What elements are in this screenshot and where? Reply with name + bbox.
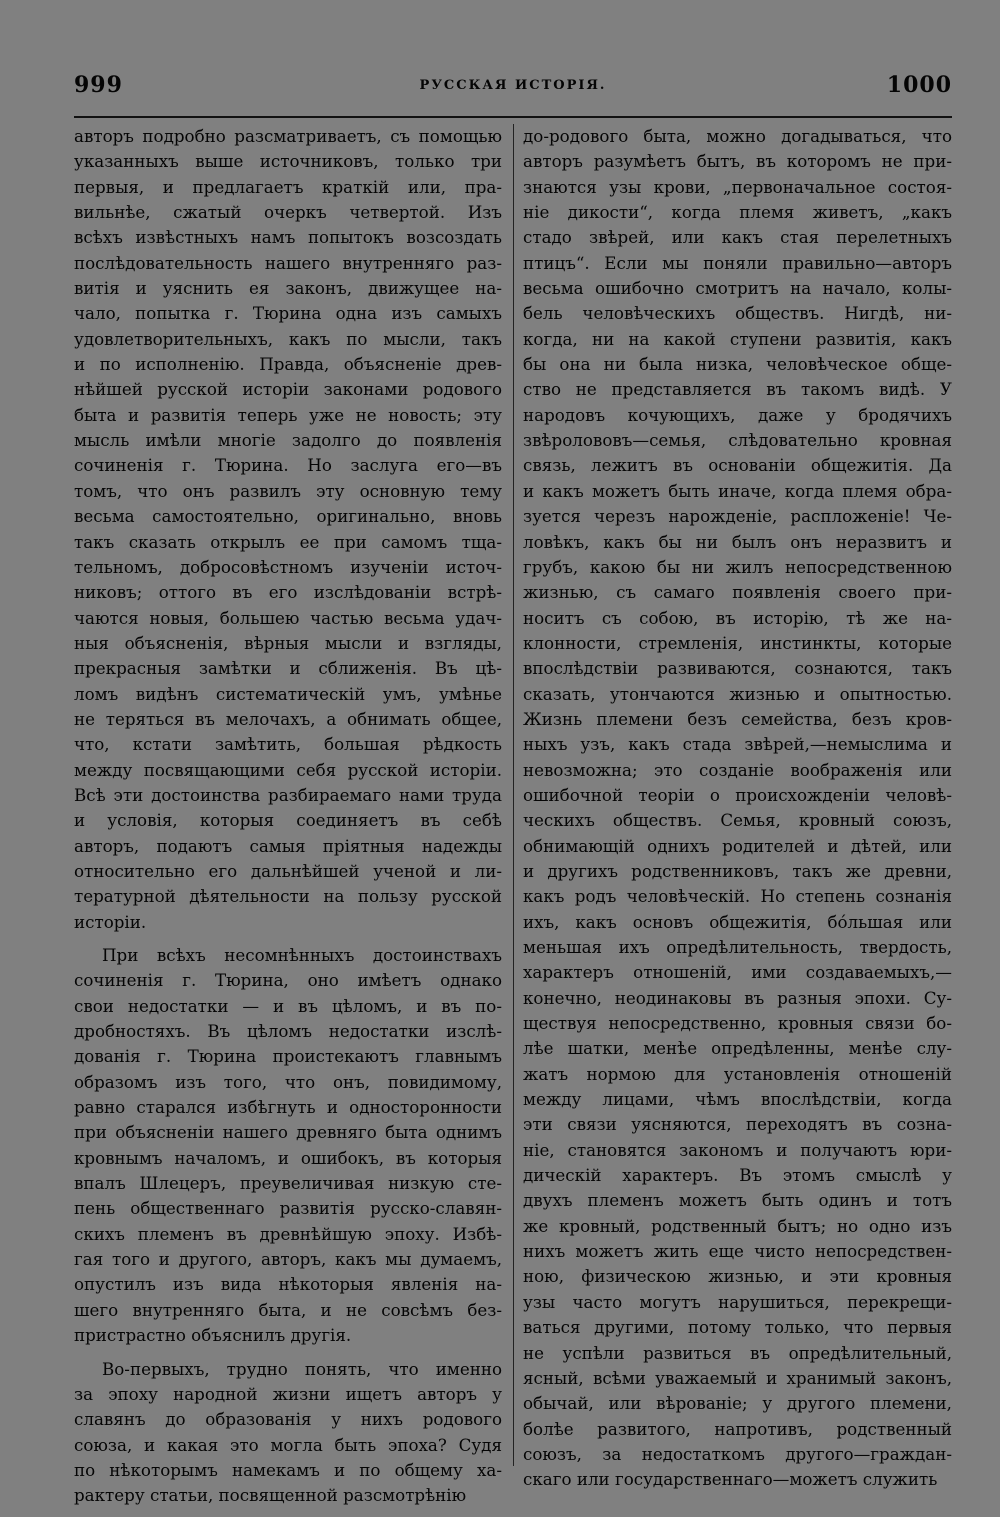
text-line: клонности, стремленія, инстинкты, которые bbox=[523, 632, 952, 653]
text-line: и условія, которыя соединяетъ въ себѣ bbox=[74, 810, 502, 831]
text-line: ніе, становятся закономъ и получаютъ юри- bbox=[523, 1139, 952, 1160]
text-line: авторъ разумѣетъ бытъ, въ которомъ не при- bbox=[523, 151, 952, 172]
paragraph bbox=[74, 1357, 502, 1509]
text-line: и по исполненію. Правда, объясненіе древ- bbox=[74, 354, 502, 375]
text-line: относительно его дальнѣйшей ученой и ли- bbox=[74, 860, 502, 881]
column-divider bbox=[513, 124, 514, 1466]
text-line: Всѣ эти достоинства разбираемаго нами труда bbox=[74, 784, 502, 805]
text-line: грубъ, какою бы ни жилъ непосредственною bbox=[523, 556, 952, 577]
text-line: такъ сказать открылъ ее при самомъ тща- bbox=[74, 531, 502, 552]
paragraph bbox=[74, 943, 502, 1349]
text-line: ошибочной теоріи о происхожденіи человѣ- bbox=[523, 784, 952, 805]
text-line: вильнѣе, сжатый очеркъ четвертой. Изъ bbox=[74, 202, 502, 223]
text-line: двухъ племенъ можетъ быть одинъ и тотъ bbox=[523, 1190, 952, 1211]
text-line: быта и развитія теперь уже не новость; эту bbox=[74, 404, 502, 425]
text-line: весьма ошибочно смотритъ на начало, колы- bbox=[523, 278, 952, 299]
text-line: ясный, всѣми уважаемый и хранимый законъ, bbox=[523, 1367, 952, 1388]
text-line: ческихъ обществъ. Семья, кровный союзъ, bbox=[523, 810, 952, 831]
text-line: союзъ, за недостаткомъ другого—граждан- bbox=[523, 1443, 952, 1464]
text-line: впалъ Шлецеръ, преувеличивая низкую сте- bbox=[74, 1173, 502, 1194]
text-line: эти связи уясняются, переходятъ въ созна- bbox=[523, 1114, 952, 1135]
text-line: сказать, утончаются жизнью и опытностью. bbox=[523, 683, 952, 704]
text-line: витія и уяснить ея законъ, движущее на- bbox=[74, 278, 502, 299]
text-line: ныхъ узъ, какъ стада звѣрей,—немыслима и bbox=[523, 734, 952, 755]
text-line: связь, лежитъ въ основаніи общежитія. Да bbox=[523, 455, 952, 476]
text-line: между посвящающими себя русской исторіи. bbox=[74, 759, 502, 780]
text-line: славянъ до образованія у нихъ родового bbox=[74, 1409, 502, 1430]
text-line: послѣдовательность нашего внутренняго раз- bbox=[74, 252, 502, 273]
text-line: ломъ видѣнъ систематическій умъ, умѣнье bbox=[74, 683, 502, 704]
text-line: тельномъ, добросовѣстномъ изученіи источ- bbox=[74, 556, 502, 577]
text-line: при объясненіи нашего древняго быта однимъ bbox=[74, 1122, 502, 1143]
text-line: прекрасныя замѣтки и сближенія. Въ цѣ- bbox=[74, 658, 502, 679]
text-line: знаются узы крови, „первоначальное состоя- bbox=[523, 176, 952, 197]
text-line: дическій характеръ. Въ этомъ смыслѣ у bbox=[523, 1165, 952, 1186]
text-line: союза, и какая это могла быть эпоха? Судя bbox=[74, 1434, 502, 1455]
paragraph bbox=[523, 124, 952, 1493]
text-line: звѣролововъ—семья, слѣдовательно кровная bbox=[523, 430, 952, 451]
text-line: характеръ отношеній, ими создаваемыхъ,— bbox=[523, 962, 952, 983]
text-line: ществуя непосредственно, кровныя связи бо- bbox=[523, 1013, 952, 1034]
text-line: зуется черезъ нарожденіе, распложеніе! Че- bbox=[523, 506, 952, 527]
paragraph bbox=[74, 124, 502, 935]
text-line: равно старался избѣгнуть и односторонности bbox=[74, 1097, 502, 1118]
text-line: дробностяхъ. Въ цѣломъ недостатки изслѣ- bbox=[74, 1021, 502, 1042]
text-line: по нѣкоторымъ намекамъ и по общему ха- bbox=[74, 1459, 502, 1480]
text-line: указанныхъ выше источниковъ, только три bbox=[74, 151, 502, 172]
text-line: стадо звѣрей, или какъ стая перелетныхъ bbox=[523, 227, 952, 248]
text-line: болѣе развитого, напротивъ, родственный bbox=[523, 1418, 952, 1439]
text-line: авторъ, подаютъ самыя пріятныя надежды bbox=[74, 835, 502, 856]
text-line: не успѣли развиться въ опредѣлительный, bbox=[523, 1342, 952, 1363]
text-line: что, кстати замѣтить, большая рѣдкость bbox=[74, 734, 502, 755]
text-line: ныя объясненія, вѣрныя мысли и взгляды, bbox=[74, 632, 502, 653]
page-header bbox=[74, 72, 952, 102]
page-number-right: 1000 bbox=[886, 72, 952, 98]
text-line: сочиненія г. Тюрина. Но заслуга его—въ bbox=[74, 455, 502, 476]
text-line: никовъ; оттого въ его изслѣдованіи встрѣ- bbox=[74, 582, 502, 603]
text-line: шего внутренняго быта, и не совсѣмъ без- bbox=[74, 1299, 502, 1320]
text-line: когда, ни на какой ступени развитія, какъ bbox=[523, 328, 952, 349]
text-line: пень общественнаго развитія русско-славян- bbox=[74, 1198, 502, 1219]
text-line: носитъ съ собою, въ исторію, тѣ же на- bbox=[523, 607, 952, 628]
text-line: ніе дикости“, когда племя живетъ, „какъ bbox=[523, 202, 952, 223]
text-line: и какъ можетъ быть иначе, когда племя обра- bbox=[523, 480, 952, 501]
text-line: рактеру статьи, посвященной разсмотрѣнію bbox=[74, 1485, 467, 1506]
text-line: бель человѣческихъ обществъ. Нигдѣ, ни- bbox=[523, 303, 952, 324]
text-line: ною, физическою жизнью, и эти кровныя bbox=[523, 1266, 952, 1287]
text-line: При всѣхъ несомнѣнныхъ достоинствахъ bbox=[102, 945, 502, 965]
text-line: жизнью, съ самаго появленія своего при- bbox=[523, 582, 952, 603]
text-line: скаго или государственнаго—можетъ служить bbox=[523, 1469, 938, 1490]
text-line: скихъ племенъ въ древнѣйшую эпоху. Избѣ- bbox=[74, 1223, 502, 1244]
text-line: гая того и другого, авторъ, какъ мы думаемъ, bbox=[74, 1249, 502, 1270]
text-line: народовъ кочующихъ, даже у бродячихъ bbox=[523, 404, 952, 425]
text-line: образомъ изъ того, что онъ, повидимому, bbox=[74, 1071, 502, 1092]
text-line: чало, попытка г. Тюрина одна изъ самыхъ bbox=[74, 303, 502, 324]
text-line: же кровный, родственный бытъ; но одно изъ bbox=[523, 1215, 952, 1236]
text-line: впослѣдствіи развиваются, сознаются, такъ bbox=[523, 658, 952, 679]
text-line: пристрастно объяснилъ другія. bbox=[74, 1325, 352, 1346]
text-line: невозможна; это созданіе воображенія или bbox=[523, 759, 952, 780]
text-line: до-родового быта, можно догадываться, что bbox=[523, 126, 952, 146]
text-line: первыя, и предлагаетъ краткій или, пра- bbox=[74, 176, 502, 197]
text-line: узы часто могутъ нарушиться, перекрещи- bbox=[523, 1291, 952, 1312]
text-line: жатъ нормою для установленія отношеній bbox=[523, 1063, 952, 1084]
text-line: за эпоху народной жизни ищетъ авторъ у bbox=[74, 1383, 502, 1404]
text-line: авторъ подробно разсматриваетъ, съ помощью bbox=[74, 126, 502, 146]
text-line: конечно, неодинаковы въ разныя эпохи. Су- bbox=[523, 987, 952, 1008]
text-line: сочиненія г. Тюрина, оно имѣетъ однако bbox=[74, 970, 502, 991]
text-line: мысль имѣли многіе задолго до появленія bbox=[74, 430, 502, 451]
text-line: ство не представляется въ такомъ видѣ. У bbox=[523, 379, 952, 400]
text-line: томъ, что онъ развилъ эту основную тему bbox=[74, 480, 502, 501]
page-number-left: 999 bbox=[74, 72, 123, 98]
text-line: птицъ“. Если мы поняли правильно—авторъ bbox=[523, 252, 952, 273]
text-line: нѣйшей русской исторіи законами родового bbox=[74, 379, 502, 400]
left-column bbox=[74, 124, 502, 1517]
text-line: обнимающій однихъ родителей и дѣтей, или bbox=[523, 835, 952, 856]
text-line: тературной дѣятельности на пользу русской bbox=[74, 886, 502, 907]
text-line: между лицами, чѣмъ впослѣдствіи, когда bbox=[523, 1089, 952, 1110]
text-line: обычай, или вѣрованіе; у другого племени, bbox=[523, 1393, 952, 1414]
text-line: и другихъ родственниковъ, такъ же древни, bbox=[523, 860, 952, 881]
text-line: кровнымъ началомъ, и ошибокъ, въ которыя bbox=[74, 1147, 502, 1168]
text-line: свои недостатки — и въ цѣломъ, и въ по- bbox=[74, 995, 502, 1016]
running-title: РУССКАЯ ИСТОРІЯ. bbox=[419, 78, 607, 93]
text-line: Во-первыхъ, трудно понять, что именно bbox=[102, 1358, 502, 1379]
text-line: исторіи. bbox=[74, 911, 147, 932]
text-line: удовлетворительныхъ, какъ по мысли, такъ bbox=[74, 328, 502, 349]
text-line: дованія г. Тюрина проистекаютъ главнымъ bbox=[74, 1046, 502, 1067]
text-line: всѣхъ извѣстныхъ намъ попытокъ возсоздать bbox=[74, 227, 502, 248]
text-line: бы она ни была низка, человѣческое обще- bbox=[523, 354, 952, 375]
text-line: ловѣкъ, какъ бы ни былъ онъ неразвитъ и bbox=[523, 531, 952, 552]
text-line: меньшая ихъ опредѣлительность, твердость, bbox=[523, 937, 952, 957]
text-line: чаются новыя, большею частью весьма удач- bbox=[74, 607, 502, 628]
text-line: лѣе шатки, менѣе опредѣленны, менѣе слу- bbox=[523, 1038, 952, 1059]
text-line: весьма самостоятельно, оригинально, вновь bbox=[74, 506, 502, 527]
text-line: нихъ можетъ жить еще чисто непосредствен- bbox=[523, 1241, 952, 1262]
text-line: Жизнь племени безъ семейства, безъ кров- bbox=[523, 708, 952, 729]
text-line: опустилъ изъ вида нѣкоторыя явленія на- bbox=[74, 1274, 502, 1295]
text-line: не теряться въ мелочахъ, а обнимать общее, bbox=[74, 708, 502, 729]
header-rule bbox=[74, 116, 952, 118]
right-column bbox=[523, 124, 952, 1501]
text-line: ваться другими, потому только, что первыя bbox=[523, 1317, 952, 1338]
text-line: ихъ, какъ основъ общежитія, бо́льшая или bbox=[523, 911, 952, 932]
text-line: какъ родъ человѣческій. Но степень сознанія bbox=[523, 886, 952, 907]
